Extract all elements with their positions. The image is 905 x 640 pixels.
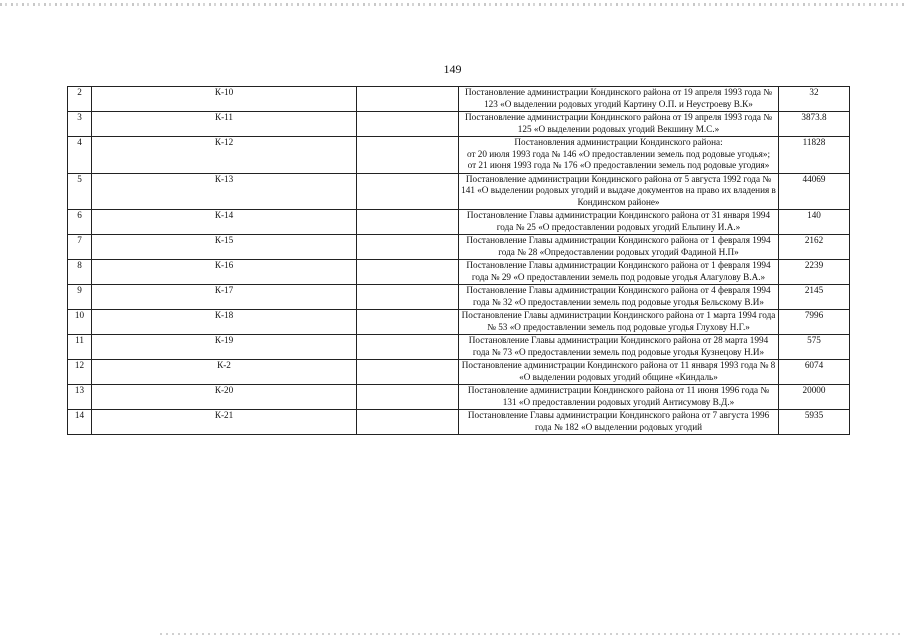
decree-cell <box>459 235 779 260</box>
decree-text: Постановление администрации Кондинского района от 11 июня 1996 года № 131 «О предоставлении родовых угодий Антисумову В.Д.» <box>467 385 770 407</box>
area-cell: 44069 <box>779 173 850 210</box>
table-row <box>68 310 850 335</box>
plot-code-cell: К-21 <box>92 410 357 435</box>
decree-cell <box>459 335 779 360</box>
empty-cell <box>357 112 459 137</box>
empty-cell <box>357 410 459 435</box>
empty-cell <box>357 310 459 335</box>
plot-code-cell: К-11 <box>92 112 357 137</box>
decree-text: Постановление Главы администрации Кондинского района от 4 февраля 1994 года № 32 «О предоставлении земель под родовые угодья Бельскому В.И» <box>466 285 771 307</box>
decree-cell <box>459 210 779 235</box>
empty-cell <box>357 87 459 112</box>
area-cell: 2145 <box>779 285 850 310</box>
plot-code-cell: К-15 <box>92 235 357 260</box>
plot-code-cell: К-13 <box>92 173 357 210</box>
plot-code-cell: К-12 <box>92 137 357 174</box>
row-number-cell: 11 <box>68 335 92 360</box>
plot-code-cell: К-19 <box>92 335 357 360</box>
empty-cell <box>357 335 459 360</box>
row-number-cell: 6 <box>68 210 92 235</box>
area-cell: 3873.8 <box>779 112 850 137</box>
table-row <box>68 112 850 137</box>
area-cell: 5935 <box>779 410 850 435</box>
decree-cell <box>459 410 779 435</box>
empty-cell <box>357 173 459 210</box>
decree-text: Постановление Главы администрации Кондинского района от 1 февраля 1994 года № 28 «Опредоставлении родовых угодий Фадиной Н.П» <box>466 235 771 257</box>
row-number-cell: 3 <box>68 112 92 137</box>
table-row <box>68 360 850 385</box>
decree-cell <box>459 87 779 112</box>
decree-text: Постановление Главы администрации Кондинского района от 7 августа 1996 года № 182 «О выделении родовых угодий <box>467 410 770 432</box>
empty-cell <box>357 285 459 310</box>
row-number-cell: 13 <box>68 385 92 410</box>
decree-cell <box>459 260 779 285</box>
row-number-cell: 4 <box>68 137 92 174</box>
decree-cell <box>459 285 779 310</box>
table-row <box>68 235 850 260</box>
area-cell: 20000 <box>779 385 850 410</box>
scan-noise-bottom <box>160 633 900 635</box>
decree-cell <box>459 112 779 137</box>
table-row <box>68 173 850 210</box>
decree-text: Постановление Главы администрации Кондинского района от 1 марта 1994 года № 53 «О предоставлении земель под родовые угодья Глухову Н.Г.» <box>461 310 776 332</box>
decree-text: от 21 июня 1993 года № 176 «О предоставлении земель под родовые угодия» <box>467 160 770 170</box>
decree-text: Постановления администрации Кондинского района: <box>514 137 723 147</box>
scan-noise-top <box>0 3 905 6</box>
page-number: 149 <box>443 62 462 76</box>
plot-code-cell: К-17 <box>92 285 357 310</box>
decree-text: Постановление администрации Кондинского района от 19 апреля 1993 года № 125 «О выделении родовых угодий Векшину М.С.» <box>464 112 773 134</box>
table-row <box>68 87 850 112</box>
area-cell: 11828 <box>779 137 850 174</box>
empty-cell <box>357 137 459 174</box>
empty-cell <box>357 210 459 235</box>
area-cell: 7996 <box>779 310 850 335</box>
decree-text: Постановление администрации Кондинского района от 5 августа 1992 года № 141 «О выделении родовых угодий и выдаче документов на право их владения в Кондинском районе» <box>461 173 776 207</box>
decree-text: Постановление Главы администрации Кондинского района от 1 февраля 1994 года № 29 «О предоставлении земель под родовые угодья Алагулову В.А.» <box>466 260 771 282</box>
decree-text: Постановление администрации Кондинского района от 19 апреля 1993 года № 123 «О выделении родовых угодий Картину О.П. и Неустроеву В.К» <box>464 87 773 109</box>
decree-text: Постановление администрации Кондинского района от 11 января 1993 года № 8 «О выделении родовых угодий общине «Киндаль» <box>461 360 776 382</box>
table-row <box>68 137 850 174</box>
area-cell: 32 <box>779 87 850 112</box>
area-cell: 2239 <box>779 260 850 285</box>
empty-cell <box>357 260 459 285</box>
plot-code-cell: К-2 <box>92 360 357 385</box>
registry-table <box>67 86 850 435</box>
plot-code-cell: К-10 <box>92 87 357 112</box>
row-number-cell: 10 <box>68 310 92 335</box>
row-number-cell: 12 <box>68 360 92 385</box>
decree-text: Постановление Главы администрации Кондинского района от 31 января 1994 года № 25 «О предоставлении родовых угодий Ельпину И.А.» <box>466 210 771 232</box>
plot-code-cell: К-18 <box>92 310 357 335</box>
row-number-cell: 8 <box>68 260 92 285</box>
table-row <box>68 385 850 410</box>
decree-cell <box>459 173 779 210</box>
plot-code-cell: К-14 <box>92 210 357 235</box>
table-row <box>68 410 850 435</box>
area-cell: 2162 <box>779 235 850 260</box>
plot-code-cell: К-20 <box>92 385 357 410</box>
empty-cell <box>357 360 459 385</box>
registry-table-body <box>68 87 850 435</box>
plot-code-cell: К-16 <box>92 260 357 285</box>
row-number-cell: 14 <box>68 410 92 435</box>
table-row <box>68 210 850 235</box>
empty-cell <box>357 235 459 260</box>
row-number-cell: 2 <box>68 87 92 112</box>
table-row <box>68 260 850 285</box>
decree-cell <box>459 310 779 335</box>
table-row <box>68 335 850 360</box>
area-cell: 140 <box>779 210 850 235</box>
row-number-cell: 9 <box>68 285 92 310</box>
table-row <box>68 285 850 310</box>
decree-text: от 20 июля 1993 года № 146 «О предоставлении земель под родовые угодья»; <box>466 148 771 159</box>
row-number-cell: 7 <box>68 235 92 260</box>
area-cell: 575 <box>779 335 850 360</box>
row-number-cell: 5 <box>68 173 92 210</box>
empty-cell <box>357 385 459 410</box>
area-cell: 6074 <box>779 360 850 385</box>
decree-cell <box>459 360 779 385</box>
decree-cell <box>459 137 779 174</box>
decree-text: Постановление Главы администрации Кондинского района от 28 марта 1994 года № 73 «О предоставлении земель под родовые угодья Кузнецову Н.И» <box>468 335 769 357</box>
decree-cell <box>459 385 779 410</box>
